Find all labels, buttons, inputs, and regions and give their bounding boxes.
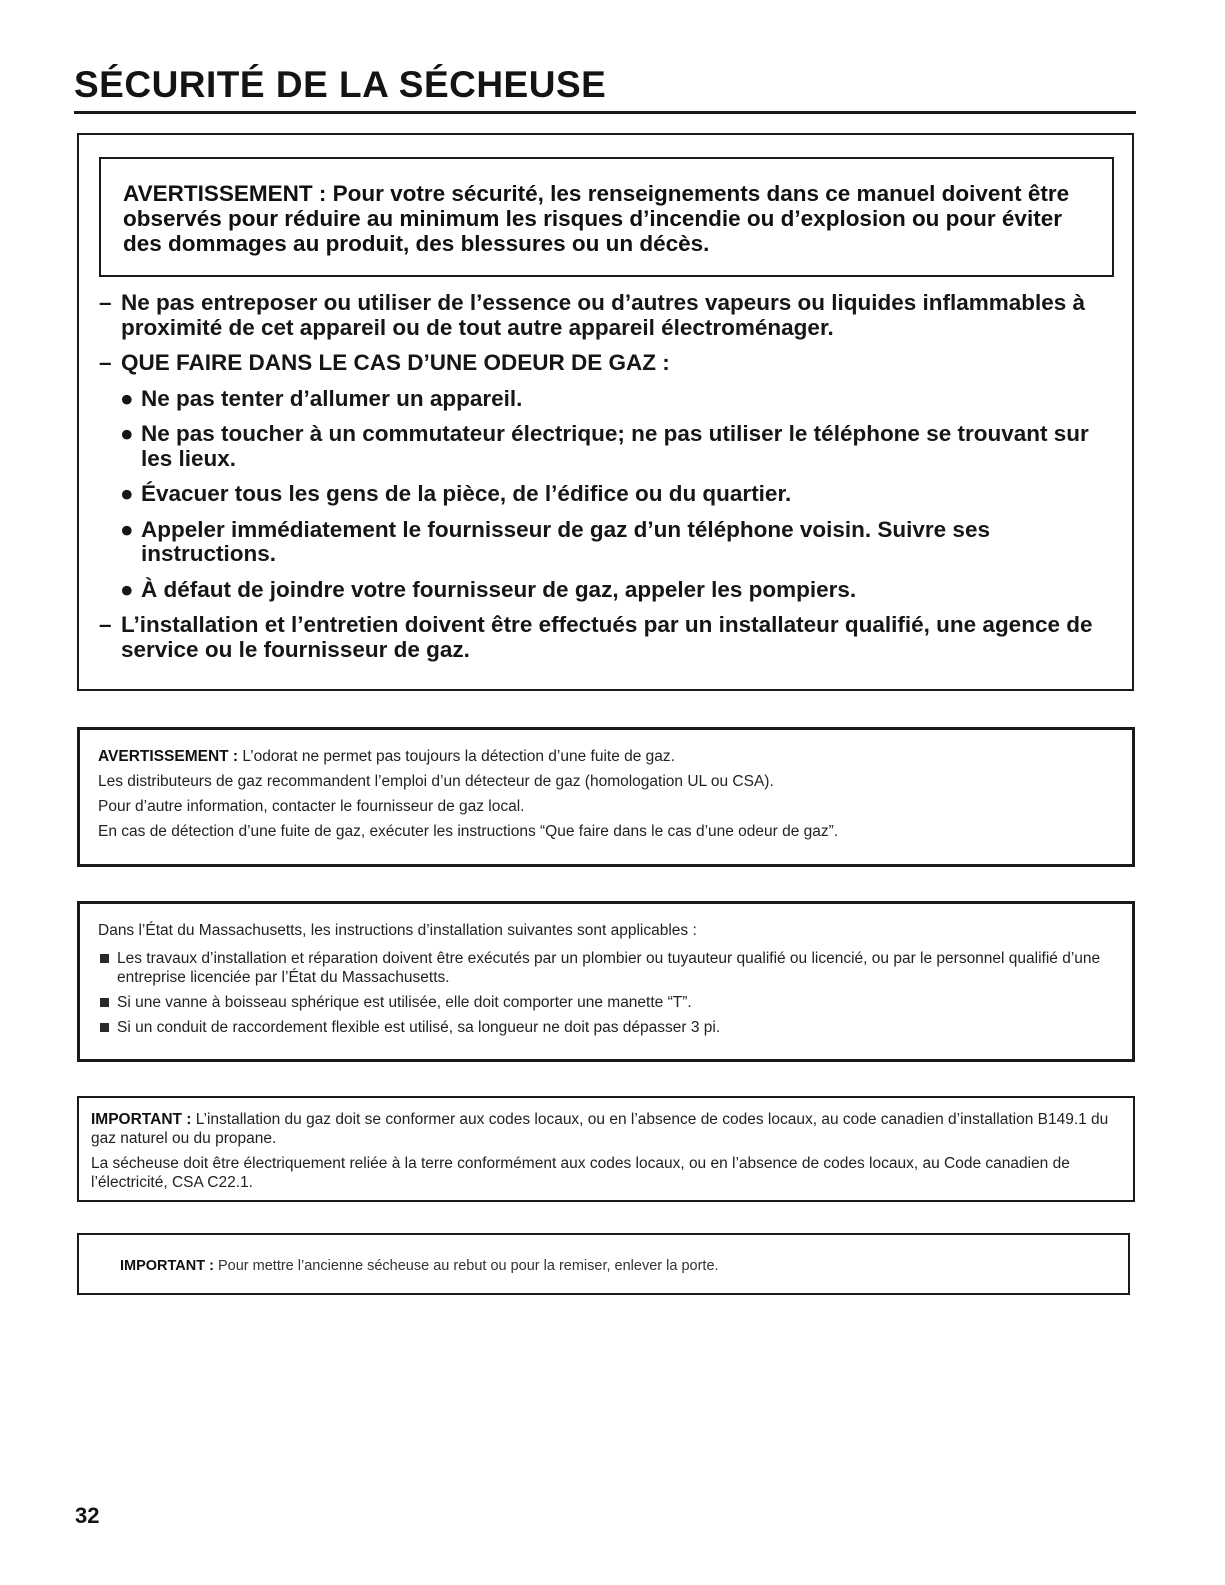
list-item [99, 613, 1114, 662]
gas-detection-text: L’odorat ne permet pas toujours la détection d’une fuite de gaz. [242, 748, 675, 765]
square-bullet-icon [100, 1023, 109, 1032]
main-warning-list [99, 291, 1114, 673]
title-rule [74, 111, 1136, 114]
important-text: Pour mettre l’ancienne sécheuse au rebut ou pour la remiser, enlever la porte. [218, 1258, 719, 1274]
bullet-item [99, 387, 1114, 412]
bullet-icon: ● [120, 385, 134, 411]
inner-warning-text: AVERTISSEMENT : Pour votre sécurité, les renseignements dans ce manuel doivent être observés pour réduire au minimum les risques d’incendie ou d’explosion ou pour éviter des dommages au produit, des blessures ou un décès. [123, 181, 1070, 256]
gas-detection-line [98, 747, 1132, 766]
bullet-item [99, 518, 1114, 567]
list-item [98, 1018, 1132, 1037]
main-warning-box [77, 133, 1134, 691]
gas-odor-heading: QUE FAIRE DANS LE CAS D’UNE ODEUR DE GAZ : [121, 350, 670, 375]
list-item-text: L’installation et l’entretien doivent être effectués par un installateur qualifié, une agence de service ou le fournisseur de gaz. [121, 612, 1093, 662]
list-item [98, 993, 1132, 1012]
bullet-text: À défaut de joindre votre fournisseur de gaz, appeler les pompiers. [141, 576, 857, 602]
dash-marker: – [99, 612, 112, 637]
bullet-icon: ● [120, 516, 134, 542]
gas-detection-line: En cas de détection d’une fuite de gaz, exécuter les instructions “Que faire dans le cas d’une odeur de gaz”. [98, 823, 839, 840]
bullet-text: Ne pas tenter d’allumer un appareil. [141, 385, 523, 411]
square-bullet-icon [100, 954, 109, 963]
gas-detection-line: Pour d’autre information, contacter le fournisseur de gaz local. [98, 798, 525, 815]
bullet-item [99, 482, 1114, 507]
list-item [98, 949, 1132, 987]
list-item [99, 351, 1114, 376]
bullet-item [99, 578, 1114, 603]
bullet-icon: ● [120, 576, 134, 602]
massachusetts-box [77, 901, 1135, 1062]
list-item-text: Les travaux d’installation et réparation doivent être exécutés par un plombier ou tuyauteur qualifié ou licencié, ou par le personnel qualifié d’une entreprise licenciée par l’État du Massachusetts. [117, 950, 1101, 986]
page-number: 32 [75, 1503, 100, 1528]
dash-marker: – [99, 350, 112, 375]
bullet-item [99, 422, 1114, 471]
important-installation-box [77, 1096, 1135, 1202]
important-label: IMPORTANT : [91, 1111, 192, 1128]
warning-label: AVERTISSEMENT : [98, 748, 239, 765]
bullet-icon: ● [120, 421, 134, 446]
list-item-text: Si un conduit de raccordement flexible est utilisé, sa longueur ne doit pas dépasser 3 pi. [117, 1019, 721, 1036]
massachusetts-intro: Dans l’État du Massachusetts, les instructions d’installation suivantes sont applicables : [98, 922, 697, 939]
list-item [99, 291, 1114, 340]
bullet-text: Ne pas toucher à un commutateur électrique; ne pas utiliser le téléphone se trouvant sur les lieux. [141, 421, 1089, 471]
dash-marker: – [99, 290, 112, 315]
list-item-text: Ne pas entreposer ou utiliser de l’essence ou d’autres vapeurs ou liquides inflammables à proximité de cet appareil ou de tout autre appareil électroménager. [121, 290, 1086, 340]
important-line [91, 1110, 1123, 1148]
bullet-icon: ● [120, 481, 134, 506]
bullet-text: Évacuer tous les gens de la pièce, de l’édifice ou du quartier. [141, 481, 792, 506]
gas-detection-box [77, 727, 1135, 867]
gas-detection-line: Les distributeurs de gaz recommandent l’emploi d’un détecteur de gaz (homologation UL ou CSA). [98, 773, 774, 790]
bullet-text: Appeler immédiatement le fournisseur de gaz d’un téléphone voisin. Suivre ses instructions. [141, 516, 990, 566]
inner-warning-box [99, 157, 1114, 277]
page-title: SÉCURITÉ DE LA SÉCHEUSE [74, 64, 607, 105]
important-text: L’installation du gaz doit se conformer aux codes locaux, ou en l’absence de codes locaux, au code canadien d’installation B149.1 du gaz naturel ou du propane. [91, 1111, 1109, 1147]
gas-odor-bullets [99, 387, 1114, 603]
square-bullet-icon [100, 998, 109, 1007]
important-line: La sécheuse doit être électriquement reliée à la terre conformément aux codes locaux, ou en l’absence de codes locaux, au Code canadien de l’électricité, CSA C22.1. [91, 1155, 1070, 1191]
important-disposal-box [77, 1233, 1130, 1295]
important-label: IMPORTANT : [120, 1258, 214, 1274]
list-item-text: Si une vanne à boisseau sphérique est utilisée, elle doit comporter une manette “T”. [117, 994, 692, 1011]
